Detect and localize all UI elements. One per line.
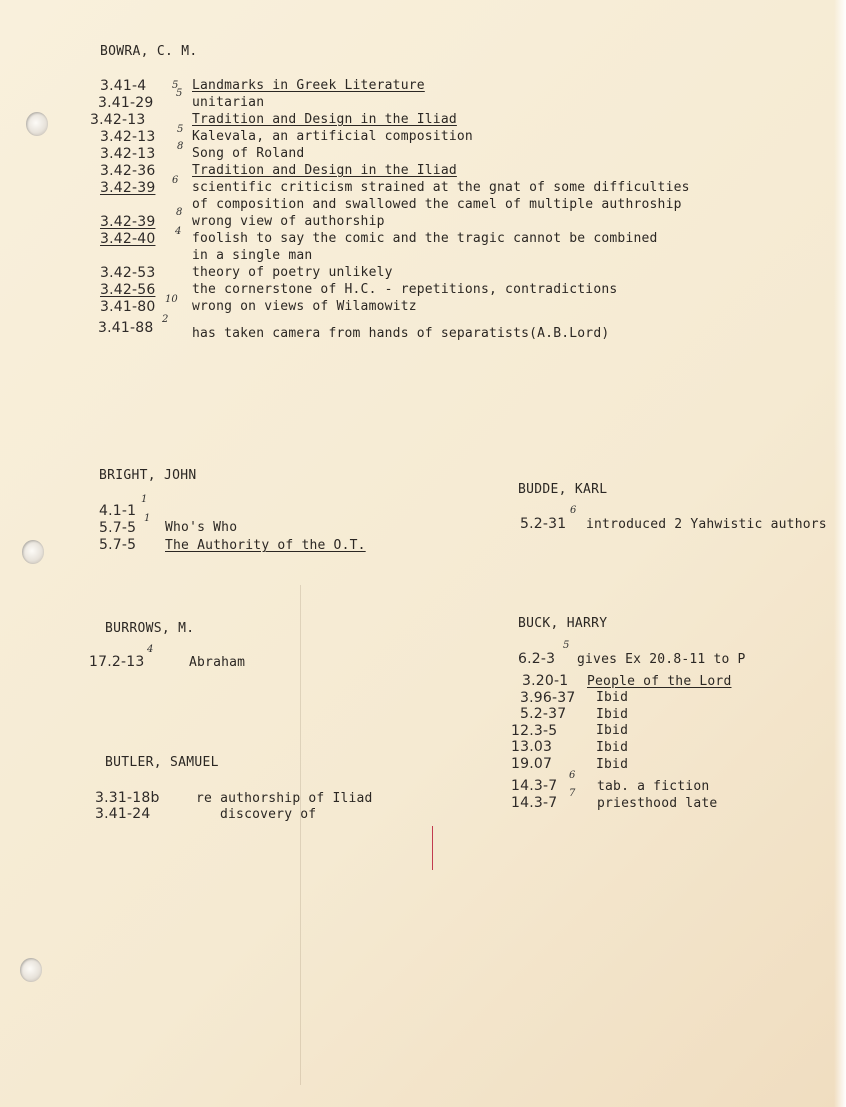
entry-text: Ibid	[596, 757, 629, 772]
section-heading-budde: BUDDE, KARL	[518, 482, 608, 497]
entry-ref: 3.96-37	[520, 690, 576, 706]
entry-ref: 3.42-13	[100, 129, 156, 145]
entry-ref: 5.2-37	[520, 706, 567, 722]
entry-note: 1	[144, 513, 151, 524]
entry-text: wrong on views of Wilamowitz	[192, 299, 417, 314]
entry-ref: 3.42-39	[100, 214, 156, 230]
punch-hole	[22, 540, 44, 564]
entry-note: 6	[569, 770, 576, 781]
entry-text: gives Ex 20.8-11 to P	[577, 652, 746, 667]
entry-note: 4	[147, 644, 154, 655]
entry-note: 10	[165, 294, 178, 305]
entry-ref: 3.42-36	[100, 163, 156, 179]
entry-ref: 3.41-80	[100, 299, 156, 315]
entry-note: 5	[563, 640, 570, 651]
entry-ref: 3.42-53	[100, 265, 156, 281]
entry-text: priesthood late	[597, 796, 718, 811]
entry-text: wrong view of authorship	[192, 214, 385, 229]
entry-text: Ibid	[596, 723, 629, 738]
entry-ref: 3.42-56	[100, 282, 156, 298]
entry-ref: 17.2-13	[89, 654, 145, 670]
section-heading-bowra: BOWRA, C. M.	[100, 44, 198, 59]
entry-note: 2	[162, 314, 169, 325]
entry-text: The Authority of the O.T.	[165, 538, 366, 553]
entry-ref: 3.41-24	[95, 806, 151, 822]
entry-ref: 14.3-7	[511, 795, 558, 811]
punch-hole	[26, 112, 48, 136]
entry-text: Ibid	[596, 740, 629, 755]
entry-ref: 6.2-3	[518, 651, 556, 667]
entry-text: scientific criticism strained at the gnat of some difficulties	[192, 180, 690, 195]
entry-ref: 4.1-1	[99, 503, 137, 519]
entry-ref: 3.42-13	[90, 112, 146, 128]
entry-text: in a single man	[192, 248, 313, 263]
entry-text: Kalevala, an artificial composition	[192, 129, 473, 144]
entry-text: unitarian	[192, 95, 265, 110]
entry-note: 8	[177, 141, 184, 152]
red-pencil-mark	[432, 826, 433, 870]
section-heading-buck: BUCK, HARRY	[518, 616, 608, 631]
entry-note: 7	[569, 788, 576, 799]
section-heading-bright: BRIGHT, JOHN	[99, 468, 197, 483]
entry-text: Ibid	[596, 690, 629, 705]
entry-ref: 3.41-4	[100, 78, 147, 94]
entry-text: Landmarks in Greek Literature	[192, 78, 425, 93]
entry-text: foolish to say the comic and the tragic cannot be combined	[192, 231, 658, 246]
entry-text: Tradition and Design in the Iliad	[192, 112, 457, 127]
entry-text: Song of Roland	[192, 146, 305, 161]
entry-note: 8	[176, 207, 183, 218]
entry-ref: 19.07	[511, 756, 553, 772]
entry-text: tab. a fiction	[597, 779, 710, 794]
entry-text: Abraham	[189, 655, 246, 670]
section-heading-butler: BUTLER, SAMUEL	[105, 755, 219, 770]
entry-note: 5	[177, 124, 184, 135]
entry-text: re authorship of Iliad	[196, 791, 373, 806]
entry-ref: 14.3-7	[511, 778, 558, 794]
entry-note: 5	[176, 88, 183, 99]
entry-note: 5	[172, 80, 179, 91]
entry-ref: 3.42-13	[100, 146, 156, 162]
entry-text: Who's Who	[165, 520, 238, 535]
entry-ref: 3.31-18b	[95, 790, 160, 806]
entry-ref: 13.03	[511, 739, 553, 755]
entry-text: discovery of	[220, 807, 317, 822]
entry-text: of composition and swallowed the camel of multiple authroship	[192, 197, 682, 212]
entry-note: 1	[141, 494, 148, 505]
entry-note: 6	[172, 175, 179, 186]
page-edge	[834, 0, 846, 1107]
entry-ref: 3.42-39	[100, 180, 156, 196]
entry-text: has taken camera from hands of separatists(A.B.Lord)	[192, 326, 610, 341]
entry-ref: 5.7-5	[99, 520, 137, 536]
entry-text: theory of poetry unlikely	[192, 265, 393, 280]
entry-ref: 5.2-31	[520, 516, 567, 532]
entry-text: introduced 2 Yahwistic authors	[586, 517, 827, 532]
entry-text: the cornerstone of H.C. - repetitions, contradictions	[192, 282, 618, 297]
entry-ref: 3.41-88	[98, 320, 154, 336]
entry-ref: 3.41-29	[98, 95, 154, 111]
entry-ref: 12.3-5	[511, 723, 558, 739]
entry-ref: 5.7-5	[99, 537, 137, 553]
section-heading-burrows: BURROWS, M.	[105, 621, 195, 636]
entry-ref: 3.42-40	[100, 231, 156, 247]
paper-fold-line	[300, 585, 301, 1085]
punch-hole	[20, 958, 42, 982]
entry-note: 4	[175, 226, 182, 237]
entry-text: Tradition and Design in the Iliad	[192, 163, 457, 178]
entry-text: Ibid	[596, 707, 629, 722]
entry-ref: 3.20-1	[522, 673, 569, 689]
entry-text: People of the Lord	[587, 674, 732, 689]
entry-note: 6	[570, 505, 577, 516]
